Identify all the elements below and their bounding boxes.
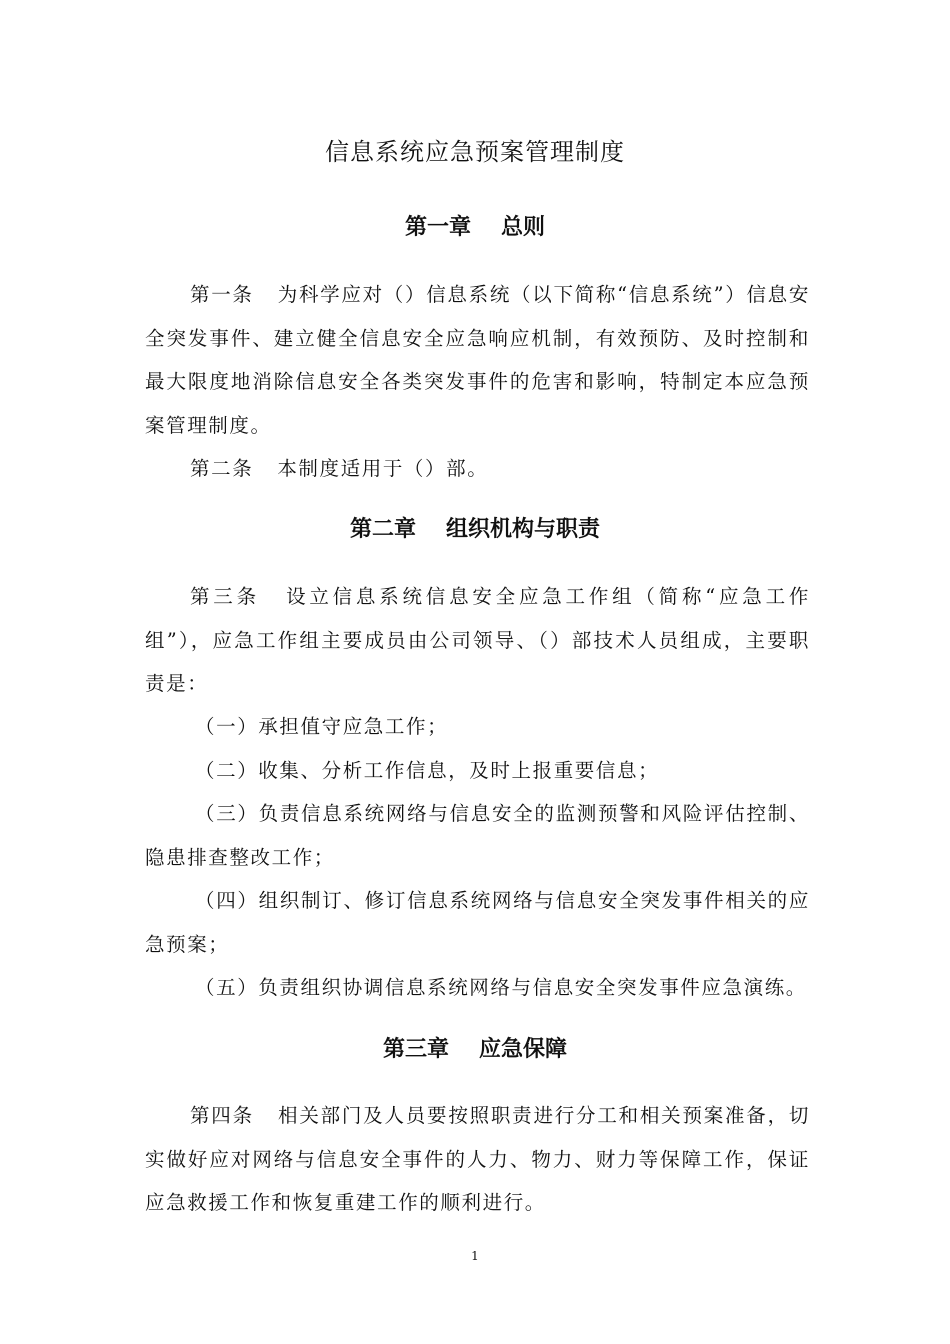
duty-item-2: （二）收集、分析工作信息，及时上报重要信息； (195, 759, 660, 782)
document-title: 信息系统应急预案管理制度 (325, 138, 625, 166)
chapter-heading-1 (0, 213, 950, 243)
chapter-name: 总则 (501, 215, 546, 240)
article-3 (145, 575, 810, 706)
duty-item-1: （一）承担值守应急工作； (195, 715, 449, 738)
duty-item-4: （四）组织制订、修订信息系统网络与信息安全突发事件相关的应急预案； (145, 889, 810, 956)
article-text: 相关部门及人员要按照职责进行分工和相关预案准备，切实做好应对网络与信息安全事件的人力、物力、财力等保障工作，保证应急救援工作和恢复重建工作的顺利进行。 (145, 1104, 810, 1214)
article-text: 设立信息系统信息安全应急工作组（简称“应急工作组”），应急工作组主要成员由公司领导、（）部技术人员组成，主要职责是： (145, 585, 810, 695)
chapter-name: 组织机构与职责 (446, 517, 601, 542)
chapter-heading-2 (0, 515, 950, 545)
article-text: 本制度适用于（）部。 (277, 457, 489, 480)
article-label: 第二条 (190, 457, 254, 480)
duty-item-5: （五）负责组织协调信息系统网络与信息安全突发事件应急演练。 (195, 976, 807, 999)
article-2 (145, 447, 810, 491)
chapter-heading-3 (0, 1035, 950, 1065)
duty-item-3: （三）负责信息系统网络与信息安全的监测预警和风险评估控制、隐患排查整改工作； (145, 802, 810, 869)
page-number: 1 (471, 1249, 479, 1263)
article-1 (145, 273, 810, 447)
article-4 (145, 1094, 810, 1225)
article-label: 第四条 (190, 1104, 254, 1127)
chapter-label: 第二章 (349, 517, 416, 542)
chapter-label: 第一章 (404, 215, 471, 240)
article-text: 为科学应对（）信息系统（以下简称“信息系统”）信息安全突发事件、建立健全信息安全应急响应机制，有效预防、及时控制和最大限度地消除信息安全各类突发事件的危害和影响，特制定本应急预案管理制度。 (145, 283, 810, 437)
article-label: 第三条 (190, 585, 260, 608)
chapter-label: 第三章 (382, 1037, 449, 1062)
chapter-name: 应急保障 (479, 1037, 568, 1062)
article-label: 第一条 (190, 283, 254, 306)
